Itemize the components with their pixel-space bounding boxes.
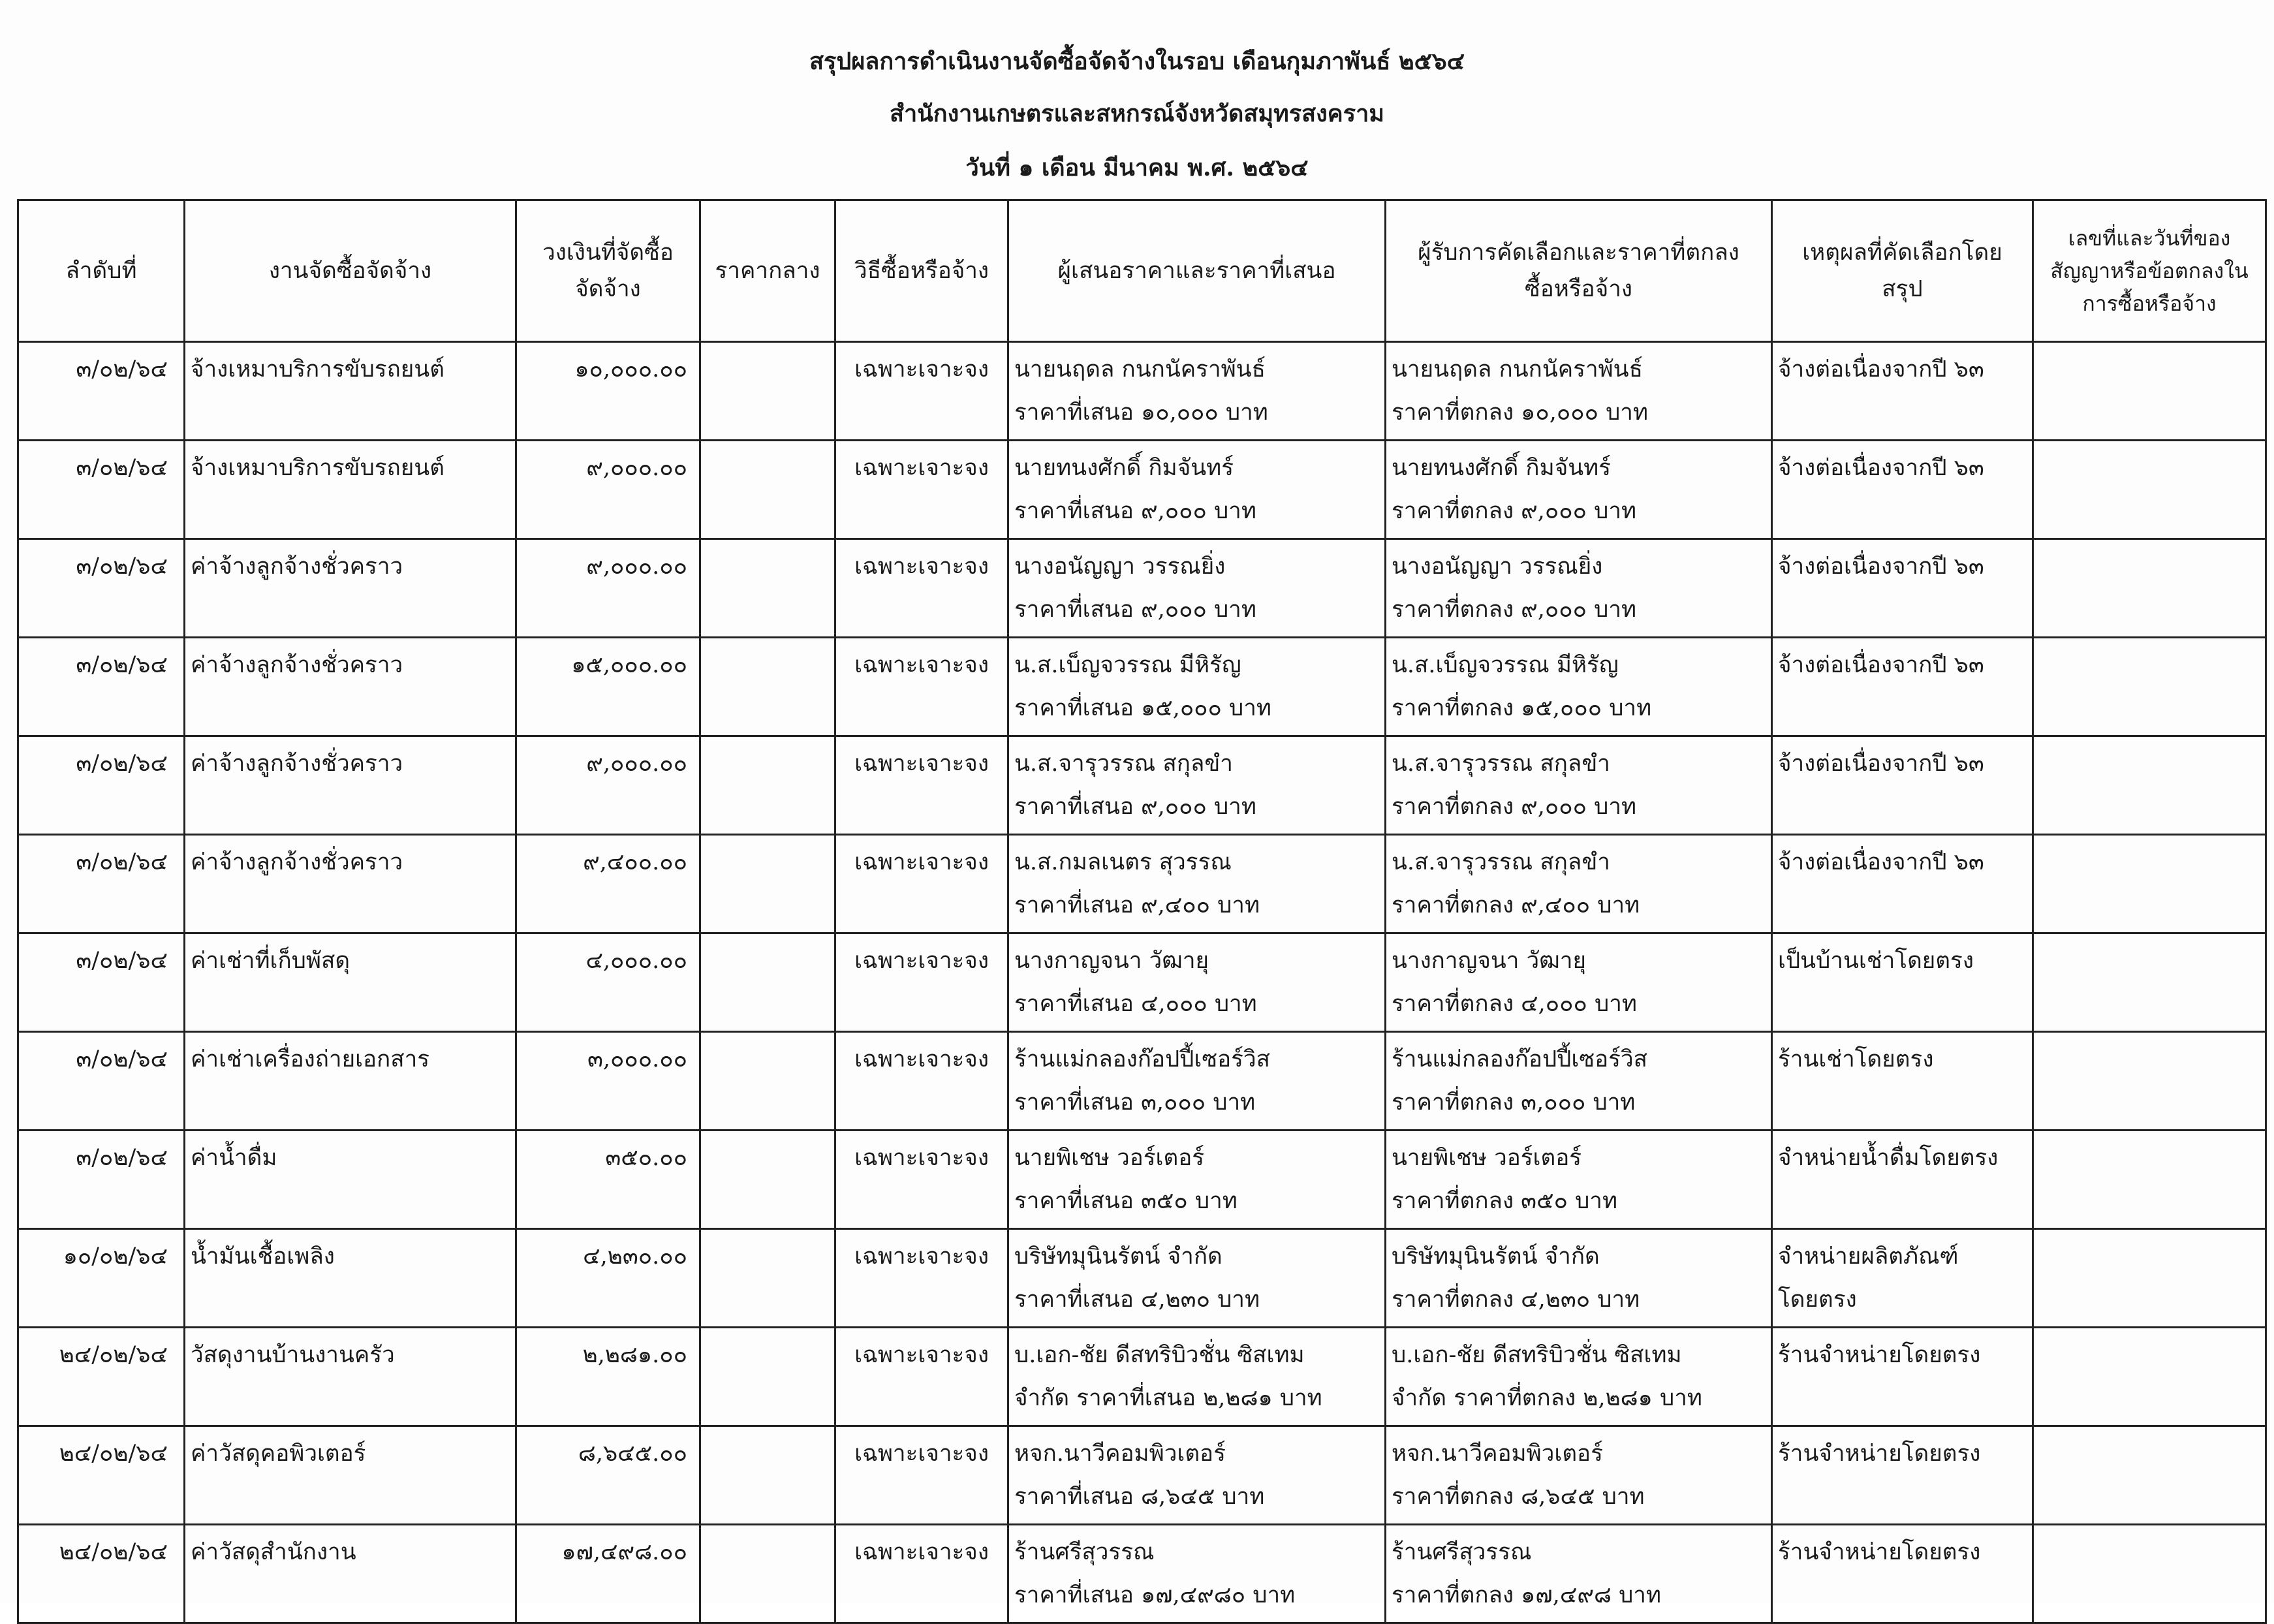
row-bidder: บริษัทมุนินรัตน์ จำกัด ราคาที่เสนอ ๔,๒๓๐ บาท [1008, 1229, 1386, 1328]
row-winner: นายพิเชษ วอร์เตอร์ ราคาที่ตกลง ๓๕๐ บาท [1386, 1131, 1772, 1229]
table-row [18, 1525, 2266, 1623]
row-contract [2033, 342, 2266, 441]
row-item: วัสดุงานบ้านงานครัว [185, 1328, 516, 1426]
row-contract [2033, 1131, 2266, 1229]
row-date: ๓/๐๒/๖๔ [18, 441, 185, 539]
row-bidder: นายพิเชษ วอร์เตอร์ ราคาที่เสนอ ๓๕๐ บาท [1008, 1131, 1386, 1229]
row-amount: ๑๐,๐๐๐.๐๐ [516, 342, 700, 441]
row-method: เฉพาะเจาะจง [835, 638, 1008, 736]
table-row [18, 539, 2266, 638]
header-bidder: ผู้เสนอราคาและราคาที่เสนอ [1008, 200, 1386, 342]
row-winner: บริษัทมุนินรัตน์ จำกัด ราคาที่ตกลง ๔,๒๓๐ บาท [1386, 1229, 1772, 1328]
row-bidder: บ.เอก-ชัย ดีสทริบิวชั่น ซิสเทม จำกัด ราคาที่เสนอ ๒,๒๘๑ บาท [1008, 1328, 1386, 1426]
row-method: เฉพาะเจาะจง [835, 1229, 1008, 1328]
table-body [18, 342, 2266, 1623]
row-contract [2033, 1229, 2266, 1328]
row-winner: หจก.นาวีคอมพิวเตอร์ ราคาที่ตกลง ๘,๖๔๕ บาท [1386, 1426, 1772, 1525]
document-title: สรุปผลการดำเนินงานจัดซื้อจัดจ้างในรอบ เดือนกุมภาพันธ์ ๒๕๖๔ [809, 48, 1465, 75]
row-amount: ๑๗,๔๙๘.๐๐ [516, 1525, 700, 1623]
row-item: ค่าเช่าเครื่องถ่ายเอกสาร [185, 1032, 516, 1131]
row-item: ค่าน้ำดื่ม [185, 1131, 516, 1229]
row-item: จ้างเหมาบริการขับรถยนต์ [185, 342, 516, 441]
row-median [700, 1229, 835, 1328]
row-median [700, 638, 835, 736]
row-median [700, 539, 835, 638]
report-date: วันที่ ๑ เดือน มีนาคม พ.ศ. ๒๕๖๔ [965, 154, 1309, 181]
row-bidder: หจก.นาวีคอมพิวเตอร์ ราคาที่เสนอ ๘,๖๔๕ บาท [1008, 1426, 1386, 1525]
row-date: ๓/๐๒/๖๔ [18, 933, 185, 1032]
row-amount: ๒,๒๘๑.๐๐ [516, 1328, 700, 1426]
row-winner: น.ส.จารุวรรณ สกุลขำ ราคาที่ตกลง ๙,๔๐๐ บาท [1386, 835, 1772, 933]
row-amount: ๔,๐๐๐.๐๐ [516, 933, 700, 1032]
row-reason: ร้านจำหน่ายโดยตรง [1772, 1525, 2033, 1623]
row-date: ๓/๐๒/๖๔ [18, 638, 185, 736]
header-item: งานจัดซื้อจัดจ้าง [185, 200, 516, 342]
row-median [700, 1032, 835, 1131]
row-amount: ๓๕๐.๐๐ [516, 1131, 700, 1229]
row-bidder: นางกาญจนา วัฒายุ ราคาที่เสนอ ๔,๐๐๐ บาท [1008, 933, 1386, 1032]
row-date: ๑๐/๐๒/๖๔ [18, 1229, 185, 1328]
row-item: ค่าจ้างลูกจ้างชั่วคราว [185, 638, 516, 736]
table-row [18, 638, 2266, 736]
row-date: ๓/๐๒/๖๔ [18, 736, 185, 835]
row-item: น้ำมันเชื้อเพลิง [185, 1229, 516, 1328]
row-winner: นายทนงศักดิ์ กิมจันทร์ ราคาที่ตกลง ๙,๐๐๐ บาท [1386, 441, 1772, 539]
row-item: ค่าจ้างลูกจ้างชั่วคราว [185, 835, 516, 933]
table-row [18, 1426, 2266, 1525]
row-method: เฉพาะเจาะจง [835, 1328, 1008, 1426]
table-header-row [18, 200, 2266, 342]
row-reason: จ้างต่อเนื่องจากปี ๖๓ [1772, 539, 2033, 638]
row-method: เฉพาะเจาะจง [835, 1525, 1008, 1623]
row-bidder: ร้านศรีสุวรรณ ราคาที่เสนอ ๑๗,๔๙๘๐ บาท [1008, 1525, 1386, 1623]
row-reason: ร้านจำหน่ายโดยตรง [1772, 1328, 2033, 1426]
row-method: เฉพาะเจาะจง [835, 736, 1008, 835]
table-row [18, 441, 2266, 539]
row-contract [2033, 1426, 2266, 1525]
table-row [18, 933, 2266, 1032]
table-row [18, 835, 2266, 933]
row-contract [2033, 1032, 2266, 1131]
row-item: ค่าจ้างลูกจ้างชั่วคราว [185, 539, 516, 638]
row-bidder: นายทนงศักดิ์ กิมจันทร์ ราคาที่เสนอ ๙,๐๐๐ บาท [1008, 441, 1386, 539]
row-method: เฉพาะเจาะจง [835, 933, 1008, 1032]
header-method: วิธีซื้อหรือจ้าง [835, 200, 1008, 342]
row-bidder: นายนฤดล กนกนัคราพันธ์ ราคาที่เสนอ ๑๐,๐๐๐ บาท [1008, 342, 1386, 441]
row-median [700, 736, 835, 835]
row-bidder: น.ส.เบ็ญจวรรณ มีหิรัญ ราคาที่เสนอ ๑๕,๐๐๐ บาท [1008, 638, 1386, 736]
row-date: ๓/๐๒/๖๔ [18, 835, 185, 933]
row-median [700, 342, 835, 441]
row-reason: จำหน่ายน้ำดื่มโดยตรง [1772, 1131, 2033, 1229]
row-winner: นางอนัญญา วรรณยิ่ง ราคาที่ตกลง ๙,๐๐๐ บาท [1386, 539, 1772, 638]
office-name: สำนักงานเกษตรและสหกรณ์จังหวัดสมุทรสงคราม [889, 100, 1385, 127]
row-median [700, 1426, 835, 1525]
row-contract [2033, 441, 2266, 539]
row-reason: จ้างต่อเนื่องจากปี ๖๓ [1772, 441, 2033, 539]
header-median: ราคากลาง [700, 200, 835, 342]
row-amount: ๙,๔๐๐.๐๐ [516, 835, 700, 933]
row-date: ๓/๐๒/๖๔ [18, 1131, 185, 1229]
row-date: ๒๔/๐๒/๖๔ [18, 1426, 185, 1525]
row-date: ๓/๐๒/๖๔ [18, 1032, 185, 1131]
row-reason: ร้านเช่าโดยตรง [1772, 1032, 2033, 1131]
row-winner: บ.เอก-ชัย ดีสทริบิวชั่น ซิสเทม จำกัด ราคาที่ตกลง ๒,๒๘๑ บาท [1386, 1328, 1772, 1426]
header-winner: ผู้รับการคัดเลือกและราคาที่ตกลง ซื้อหรือจ้าง [1386, 200, 1772, 342]
row-amount: ๘,๖๔๕.๐๐ [516, 1426, 700, 1525]
row-contract [2033, 1525, 2266, 1623]
row-contract [2033, 736, 2266, 835]
header-budget: วงเงินที่จัดซื้อ จัดจ้าง [516, 200, 700, 342]
row-reason: จ้างต่อเนื่องจากปี ๖๓ [1772, 736, 2033, 835]
row-contract [2033, 1328, 2266, 1426]
row-median [700, 933, 835, 1032]
row-amount: ๙,๐๐๐.๐๐ [516, 441, 700, 539]
row-winner: นายนฤดล กนกนัคราพันธ์ ราคาที่ตกลง ๑๐,๐๐๐ บาท [1386, 342, 1772, 441]
header-contract: เลขที่และวันที่ของ สัญญาหรือข้อตกลงใน การซื้อหรือจ้าง [2033, 200, 2266, 342]
row-winner: นางกาญจนา วัฒายุ ราคาที่ตกลง ๔,๐๐๐ บาท [1386, 933, 1772, 1032]
row-amount: ๓,๐๐๐.๐๐ [516, 1032, 700, 1131]
row-winner: ร้านศรีสุวรรณ ราคาที่ตกลง ๑๗,๔๙๘ บาท [1386, 1525, 1772, 1623]
row-reason: จ้างต่อเนื่องจากปี ๖๓ [1772, 835, 2033, 933]
row-item: ค่าวัสดุคอพิวเตอร์ [185, 1426, 516, 1525]
row-reason: เป็นบ้านเช่าโดยตรง [1772, 933, 2033, 1032]
procurement-table [17, 199, 2267, 1624]
row-amount: ๑๕,๐๐๐.๐๐ [516, 638, 700, 736]
row-method: เฉพาะเจาะจง [835, 835, 1008, 933]
row-date: ๓/๐๒/๖๔ [18, 342, 185, 441]
row-item: ค่าวัสดุสำนักงาน [185, 1525, 516, 1623]
row-median [700, 441, 835, 539]
table-row [18, 342, 2266, 441]
row-amount: ๙,๐๐๐.๐๐ [516, 539, 700, 638]
row-method: เฉพาะเจาะจง [835, 1426, 1008, 1525]
row-bidder: นางอนัญญา วรรณยิ่ง ราคาที่เสนอ ๙,๐๐๐ บาท [1008, 539, 1386, 638]
row-median [700, 1131, 835, 1229]
row-amount: ๙,๐๐๐.๐๐ [516, 736, 700, 835]
row-amount: ๔,๒๓๐.๐๐ [516, 1229, 700, 1328]
row-median [700, 1328, 835, 1426]
row-reason: จ้างต่อเนื่องจากปี ๖๓ [1772, 342, 2033, 441]
table-row [18, 1131, 2266, 1229]
row-winner: น.ส.จารุวรรณ สกุลขำ ราคาที่ตกลง ๙,๐๐๐ บาท [1386, 736, 1772, 835]
row-bidder: น.ส.จารุวรรณ สกุลขำ ราคาที่เสนอ ๙,๐๐๐ บาท [1008, 736, 1386, 835]
row-item: ค่าจ้างลูกจ้างชั่วคราว [185, 736, 516, 835]
row-date: ๒๔/๐๒/๖๔ [18, 1328, 185, 1426]
row-contract [2033, 638, 2266, 736]
header-seq: ลำดับที่ [18, 200, 185, 342]
table-row [18, 1032, 2266, 1131]
row-method: เฉพาะเจาะจง [835, 1131, 1008, 1229]
row-median [700, 1525, 835, 1623]
row-winner: ร้านแม่กลองก๊อปปี้เซอร์วิส ราคาที่ตกลง ๓,๐๐๐ บาท [1386, 1032, 1772, 1131]
row-reason: ร้านจำหน่ายโดยตรง [1772, 1426, 2033, 1525]
row-method: เฉพาะเจาะจง [835, 539, 1008, 638]
row-contract [2033, 933, 2266, 1032]
row-bidder: ร้านแม่กลองก๊อปปี้เซอร์วิส ราคาที่เสนอ ๓,๐๐๐ บาท [1008, 1032, 1386, 1131]
row-contract [2033, 835, 2266, 933]
row-reason: จำหน่ายผลิตภัณฑ์ โดยตรง [1772, 1229, 2033, 1328]
row-method: เฉพาะเจาะจง [835, 342, 1008, 441]
table-row [18, 736, 2266, 835]
row-item: ค่าเช่าที่เก็บพัสดุ [185, 933, 516, 1032]
row-date: ๓/๐๒/๖๔ [18, 539, 185, 638]
header-reason: เหตุผลที่คัดเลือกโดย สรุป [1772, 200, 2033, 342]
table-row [18, 1229, 2266, 1328]
row-median [700, 835, 835, 933]
row-method: เฉพาะเจาะจง [835, 441, 1008, 539]
row-item: จ้างเหมาบริการขับรถยนต์ [185, 441, 516, 539]
row-bidder: น.ส.กมลเนตร สุวรรณ ราคาที่เสนอ ๙,๔๐๐ บาท [1008, 835, 1386, 933]
row-winner: น.ส.เบ็ญจวรรณ มีหิรัญ ราคาที่ตกลง ๑๕,๐๐๐ บาท [1386, 638, 1772, 736]
row-method: เฉพาะเจาะจง [835, 1032, 1008, 1131]
row-contract [2033, 539, 2266, 638]
row-date: ๒๔/๐๒/๖๔ [18, 1525, 185, 1623]
row-reason: จ้างต่อเนื่องจากปี ๖๓ [1772, 638, 2033, 736]
table-row [18, 1328, 2266, 1426]
